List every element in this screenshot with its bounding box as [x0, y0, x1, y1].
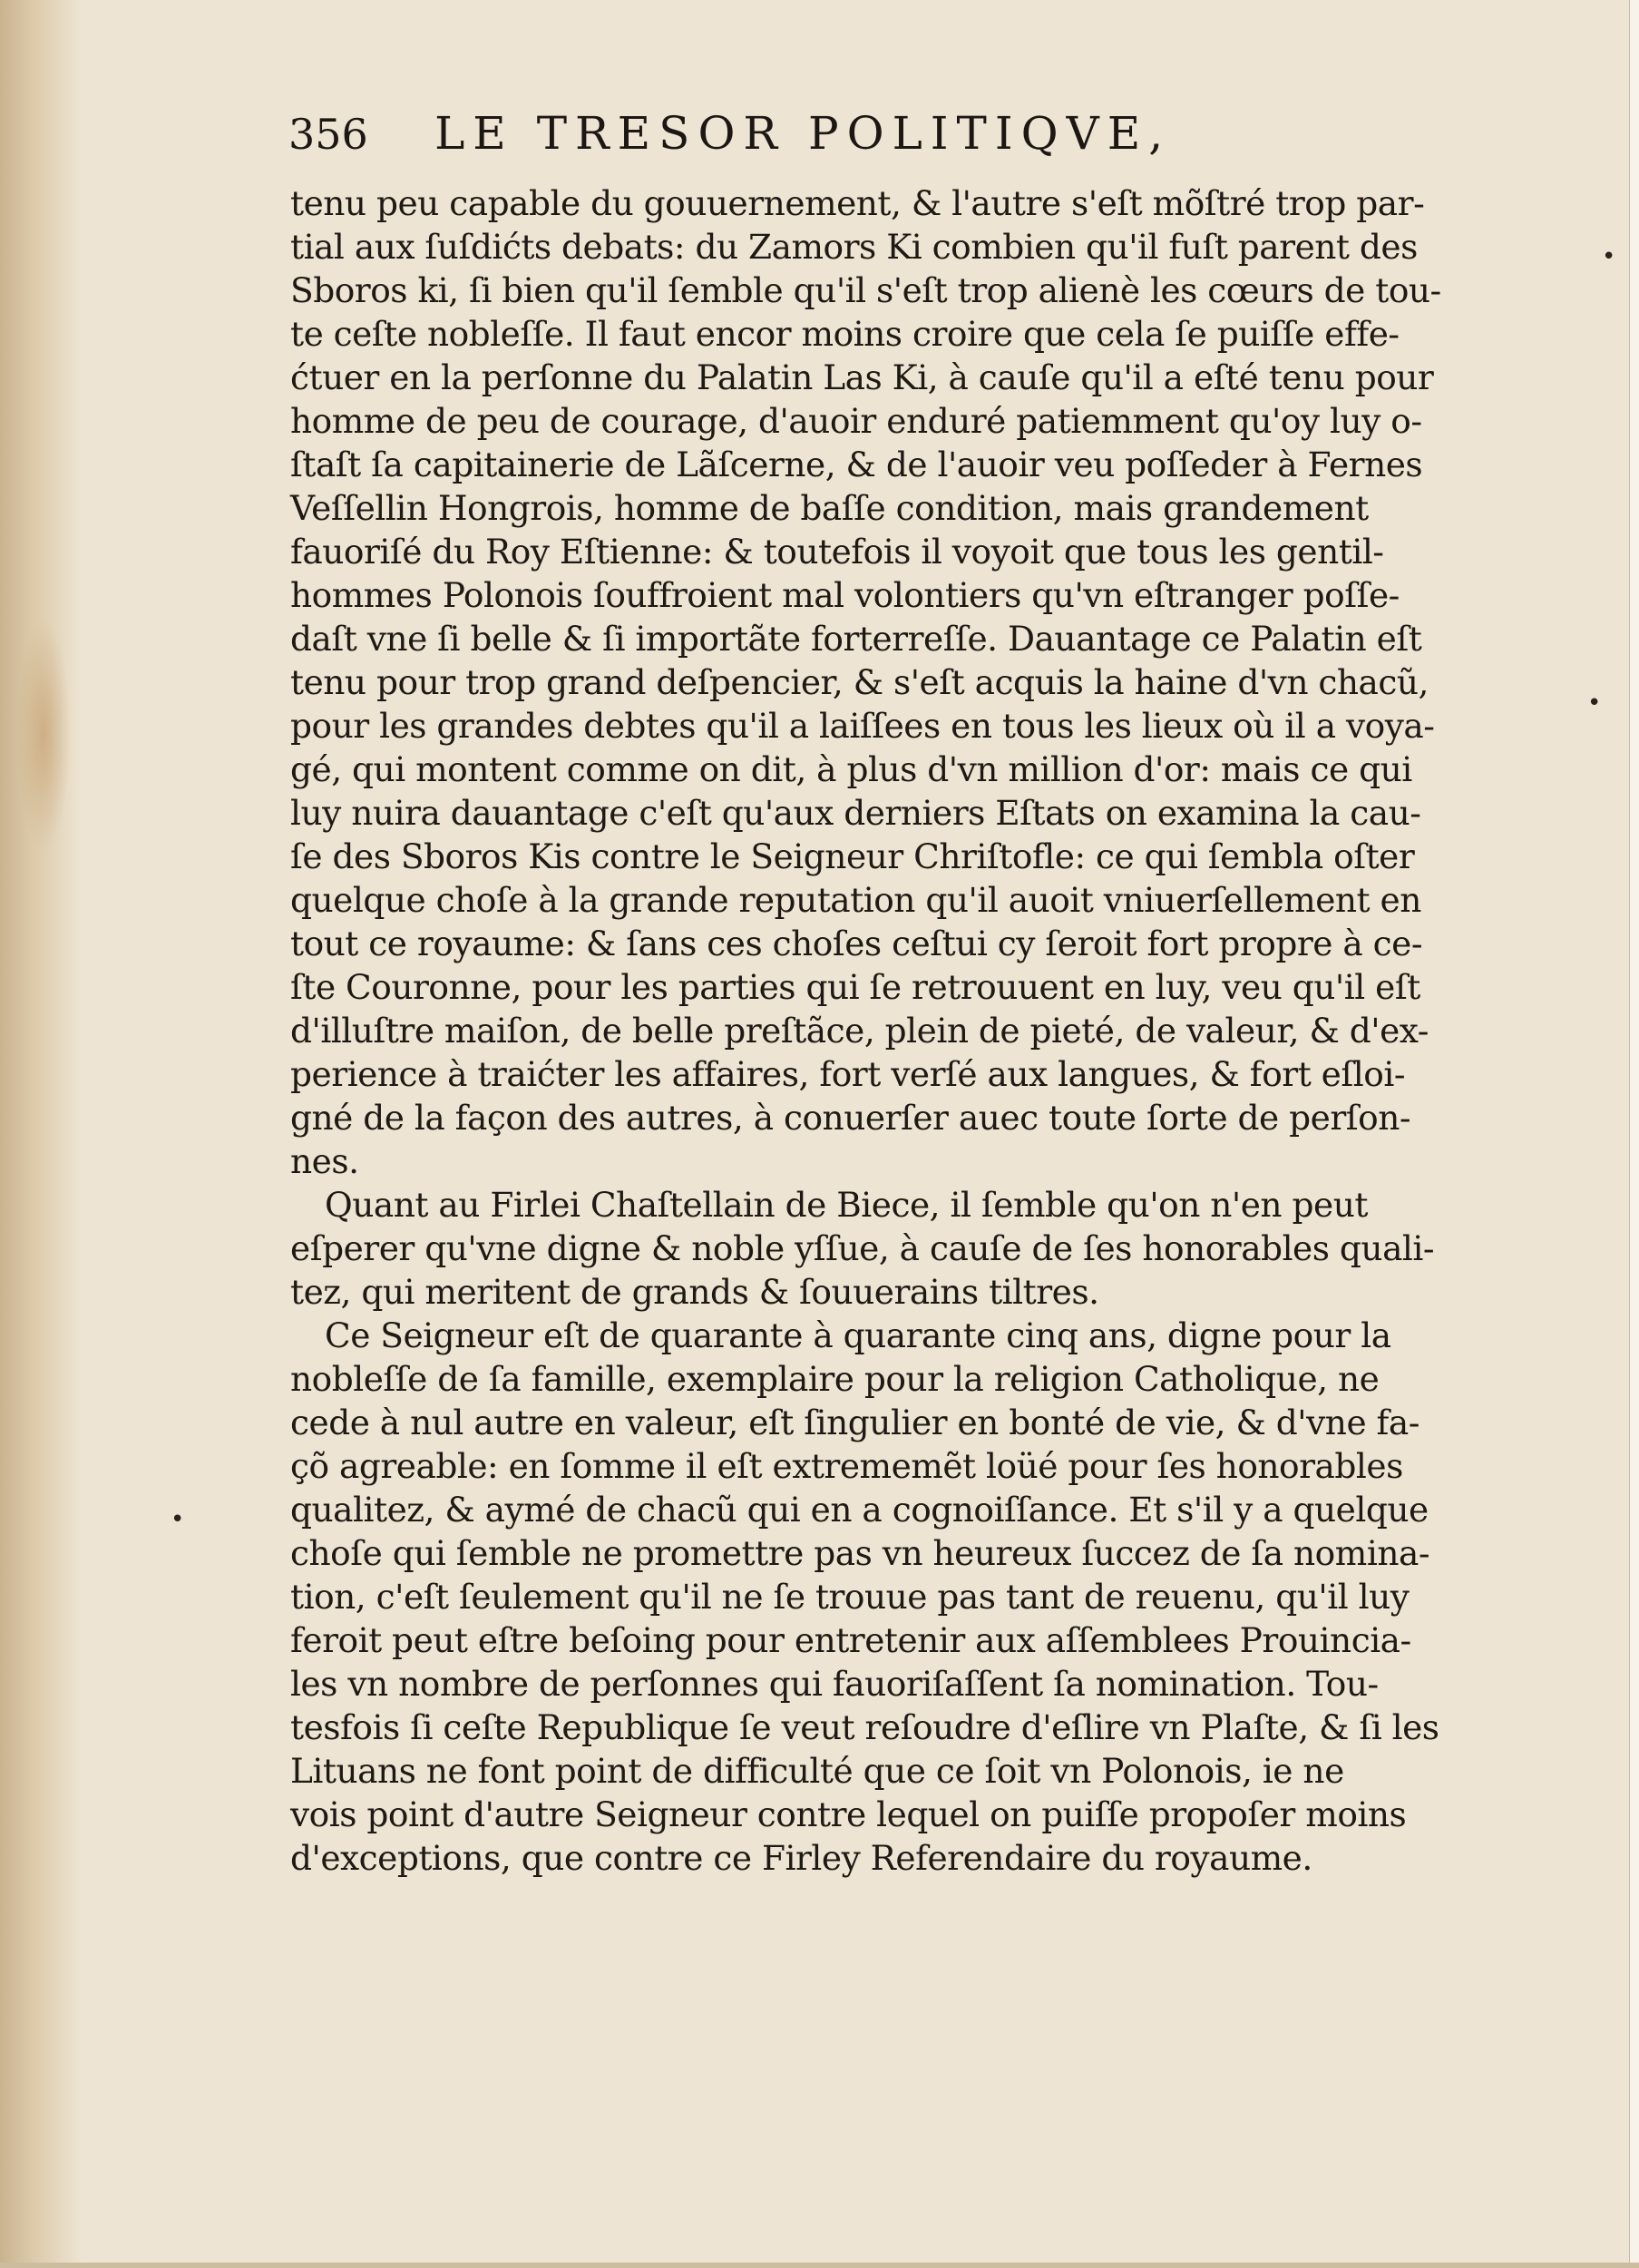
text-line: d'illuſtre maiſon, de belle preſtãce, plein de pieté, de valeur, & d'ex- — [290, 1011, 1429, 1051]
text-line: ſtaſt ſa capitainerie de Lãſcerne, & de l'auoir veu poſſeder à Fernes — [290, 445, 1423, 484]
running-title: LE TRESOR POLITIQVE, — [434, 107, 1172, 160]
paragraph-first-line: Quant au Firlei Chaſtellain de Biece, il ſemble qu'on n'en peut — [325, 1185, 1368, 1225]
text-line: choſe qui ſemble ne promettre pas vn heureux ſuccez de ſa nomina- — [290, 1533, 1429, 1573]
text-line: feroit peut eſtre beſoing pour entretenir aux aſſemblees Prouincia- — [290, 1620, 1411, 1660]
paragraph-first-line: Ce Seigneur eſt de quarante à quarante cinq ans, digne pour la — [325, 1315, 1391, 1355]
text-line: perience à traićter les affaires, fort verſé aux langues, & fort eſloi- — [290, 1054, 1405, 1094]
text-line: fauoriſé du Roy Eſtienne: & toutefois il voyoit que tous les gentil- — [290, 532, 1384, 572]
text-line: homme de peu de courage, d'auoir enduré patiemment qu'oy luy o- — [290, 401, 1422, 441]
text-line: te ceſte nobleſſe. Il faut encor moins croire que cela ſe puiſſe effe- — [290, 314, 1400, 354]
text-line: Sboros ki, ſi bien qu'il ſemble qu'il s'eſt trop alienè les cœurs de tou- — [290, 270, 1441, 310]
text-line: ćtuer en la perſonne du Palatin Las Ki, à cauſe qu'il a eſté tenu pour — [290, 357, 1434, 397]
text-line: cede à nul autre en valeur, eſt ſingulier en bonté de vie, & d'vne fa- — [290, 1403, 1419, 1442]
text-line: daſt vne ſi belle & ſi importãte forterreſſe. Dauantage ce Palatin eſt — [290, 619, 1422, 659]
text-line: çõ agreable: en ſomme il eſt extrememẽt loüé pour ſes honorables — [290, 1446, 1403, 1486]
text-line: eſperer qu'vne digne & noble yſſue, à cauſe de ſes honorables quali- — [290, 1228, 1435, 1268]
text-line: quelque choſe à la grande reputation qu'il auoit vniuerſellement en — [290, 880, 1421, 920]
text-line: ſe des Sboros Kis contre le Seigneur Chriſtofle: ce qui ſembla oſter — [290, 836, 1415, 876]
margin-dot-mark: • — [171, 1506, 185, 1533]
text-line: luy nuira dauantage c'eſt qu'aux derniers Eſtats on examina la cau- — [290, 793, 1421, 833]
text-line: gé, qui montent comme on dit, à plus d'vn million d'or: mais ce qui — [290, 749, 1412, 789]
page-body-text — [290, 181, 1469, 1880]
text-line: Veſſellin Hongrois, homme de baſſe condition, mais grandement — [290, 488, 1369, 528]
paper-stain — [16, 617, 71, 853]
text-line: d'exceptions, que contre ce Firley Referendaire du royaume. — [290, 1838, 1312, 1878]
gutter-shadow — [0, 0, 82, 2268]
margin-dot-mark: • — [1602, 243, 1616, 270]
text-line: ſte Couronne, pour les parties qui ſe retrouuent en luy, veu qu'il eſt — [290, 967, 1420, 1007]
text-line: tez, qui meritent de grands & ſouuerains tiltres. — [290, 1272, 1099, 1312]
text-line: pour les grandes debtes qu'il a laiſſees en tous les lieux où il a voya- — [290, 706, 1435, 746]
text-line: les vn nombre de perſonnes qui fauoriſaſſent ſa nomination. Tou- — [290, 1664, 1379, 1704]
text-line: tout ce royaume: & ſans ces choſes ceſtui cy ſeroit fort propre à ce- — [290, 924, 1423, 963]
text-line: nes. — [290, 1141, 359, 1181]
page-bottom-edge — [0, 2263, 1639, 2268]
running-head — [288, 107, 1558, 160]
text-line: tesfois ſi ceſte Republique ſe veut reſoudre d'eſlire vn Plaſte, & ſi les — [290, 1707, 1439, 1747]
text-line: gné de la façon des autres, à conuerſer auec toute ſorte de perſon- — [290, 1098, 1411, 1138]
page-edge — [1629, 0, 1639, 2268]
page-number: 356 — [288, 110, 368, 159]
text-line: hommes Polonois ſouffroient mal volontiers qu'vn eſtranger poſſe- — [290, 575, 1400, 615]
text-line: tenu peu capable du gouuernement, & l'autre s'eſt mõſtré trop par- — [290, 183, 1425, 223]
text-line: qualitez, & aymé de chacũ qui en a cognoiſſance. Et s'il y a quelque — [290, 1490, 1429, 1530]
text-line: nobleſſe de ſa famille, exemplaire pour la religion Catholique, ne — [290, 1359, 1380, 1399]
text-line: tion, c'eſt ſeulement qu'il ne ſe trouue pas tant de reuenu, qu'il luy — [290, 1577, 1410, 1617]
text-line: Lituans ne font point de difficulté que ce ſoit vn Polonois, ie ne — [290, 1751, 1344, 1791]
text-line: vois point d'autre Seigneur contre lequel on puiſſe propoſer moins — [290, 1794, 1407, 1834]
text-line: tial aux ſuſdićts debats: du Zamors Ki combien qu'il fuſt parent des — [290, 227, 1418, 267]
margin-dot-mark: • — [1587, 689, 1602, 717]
text-line: tenu pour trop grand deſpencier, & s'eſt acquis la haine d'vn chacũ, — [290, 662, 1429, 702]
